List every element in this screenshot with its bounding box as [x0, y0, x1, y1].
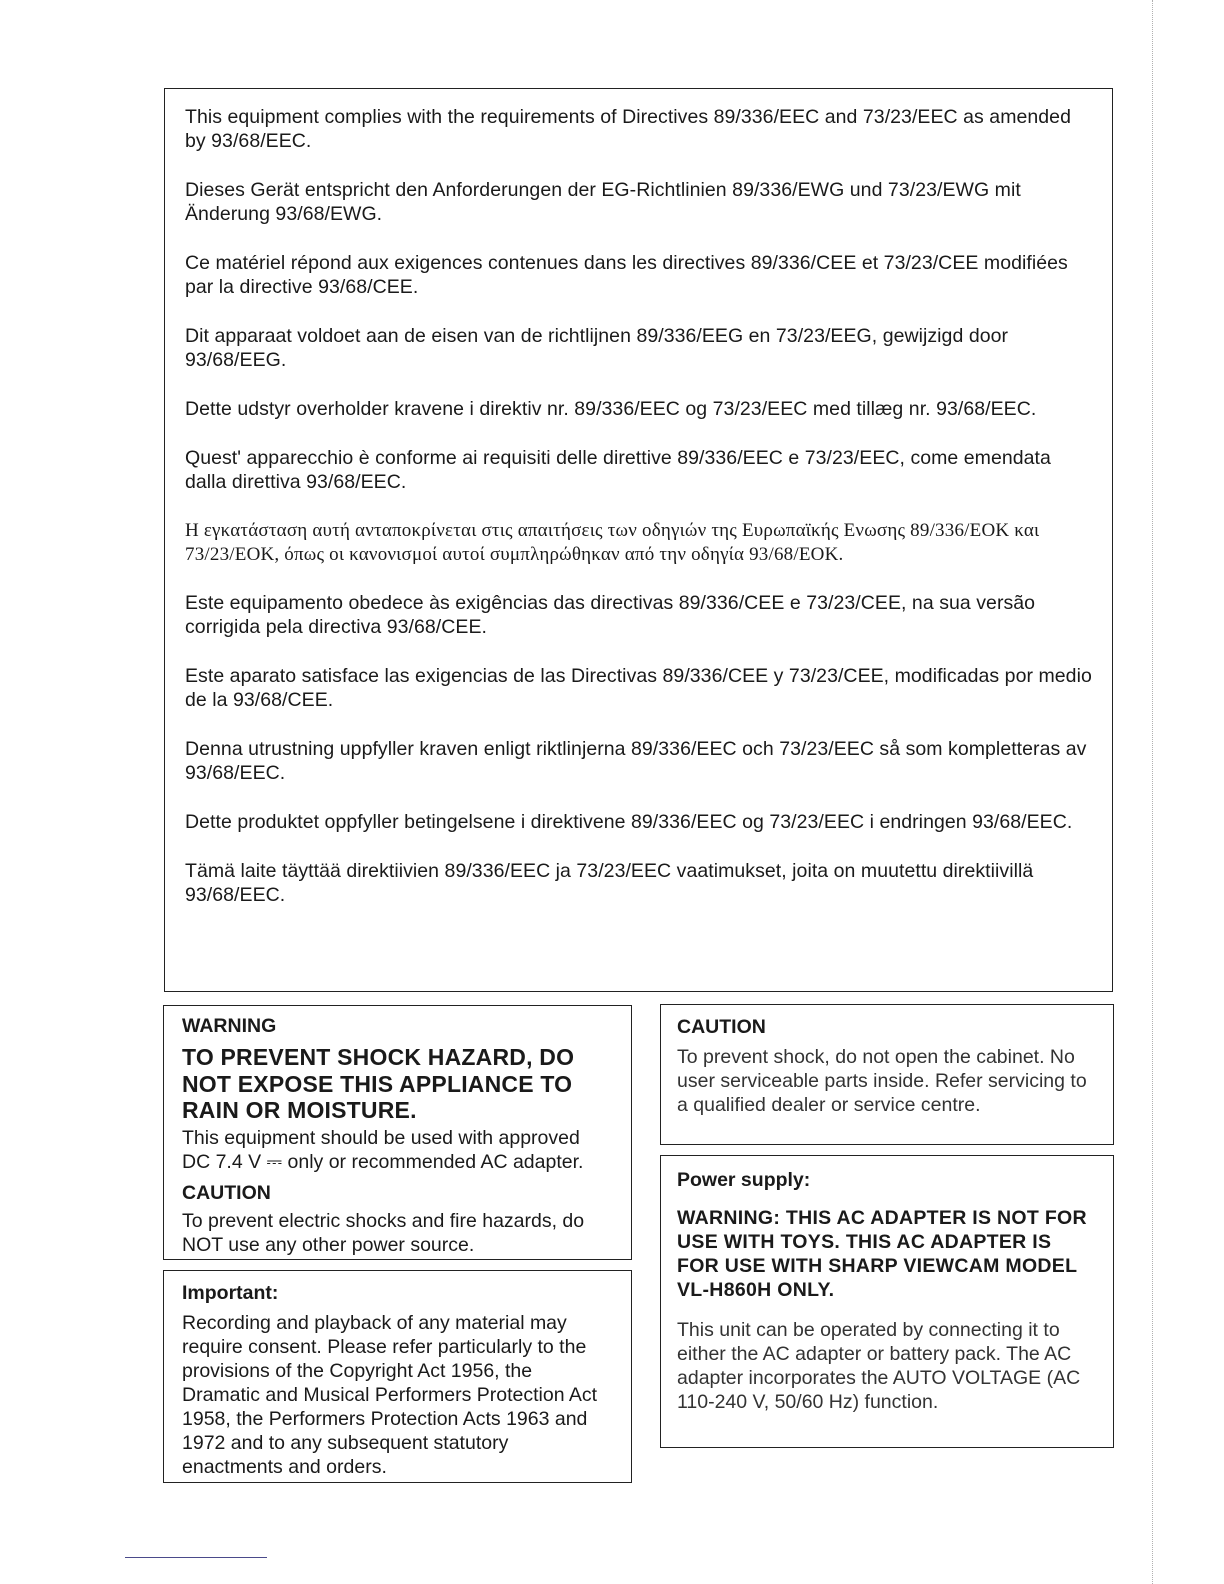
directive-danish: Dette udstyr overholder kravene i direktiv nr. 89/336/EEC og 73/23/EEC med tillæg nr. 93/68/EEC. [185, 398, 1037, 420]
directive-english: This equipment complies with the requirements of Directives 89/336/EEC and 73/23/EEC as amended by 93/68/EEC. [185, 106, 1071, 152]
directive-french: Ce matériel répond aux exigences contenues dans les directives 89/336/CEE et 73/23/CEE modifiées par la directive 93/68/CEE. [185, 252, 1068, 298]
warning-body: This equipment should be used with approved DC 7.4 V ⎓ only or recommended AC adapter. [182, 1126, 584, 1173]
caution-body: To prevent shock, do not open the cabinet. No user serviceable parts inside. Refer servicing to a qualified dealer or service centre. [677, 1046, 1087, 1116]
warning-headline: TO PREVENT SHOCK HAZARD, DO NOT EXPOSE THIS APPLIANCE TO RAIN OR MOISTURE. [182, 1044, 575, 1123]
directive-norwegian: Dette produktet oppfyller betingelsene i direktivene 89/336/EEC og 73/23/EEC i endringen 93/68/EEC. [185, 811, 1073, 833]
power-supply-label: Power supply: [677, 1169, 811, 1191]
important-box [163, 1270, 632, 1483]
directive-italian: Quest' apparecchio è conforme ai requisiti delle direttive 89/336/EEC e 73/23/EEC, come emendata dalla direttiva 93/68/EEC. [185, 447, 1051, 493]
directive-dutch: Dit apparaat voldoet aan de eisen van de richtlijnen 89/336/EEG en 73/23/EEG, gewijzigd door 93/68/EEG. [185, 325, 1009, 371]
directive-portuguese: Este equipamento obedece às exigências das directivas 89/336/CEE e 73/23/CEE, na sua versão corrigida pela directiva 93/68/CEE. [185, 592, 1036, 638]
important-label: Important: [182, 1282, 279, 1304]
warning-caution-label: CAUTION [182, 1181, 271, 1204]
power-supply-body: This unit can be operated by connecting it to either the AC adapter or battery pack. The AC adapter incorporates the AUTO VOLTAGE (AC 110-240 V, 50/60 Hz) function. [677, 1319, 1081, 1413]
caution-label: CAUTION [677, 1016, 766, 1038]
power-supply-warning: WARNING: THIS AC ADAPTER IS NOT FOR USE WITH TOYS. THIS AC ADAPTER IS FOR USE WITH SHARP VIEWCAM MODEL VL-H860H ONLY. [677, 1207, 1087, 1301]
important-body: Recording and playback of any material may require consent. Please refer particularly to the provisions of the Copyright Act 1956, the Dramatic and Musical Performers Protection Act 1958, the Performers Protection Acts 1963 and 1972 and to any subsequent statutory enactments and orders. [182, 1312, 598, 1478]
caution-box [660, 1004, 1114, 1145]
power-supply-box [660, 1155, 1114, 1448]
directive-german: Dieses Gerät entspricht den Anforderungen der EG-Richtlinien 89/336/EWG und 73/23/EWG mit Änderung 93/68/EWG. [185, 179, 1021, 225]
directive-swedish: Denna utrustning uppfyller kraven enligt riktlinjerna 89/336/EEC och 73/23/EEC så som kompletteras av 93/68/EEC. [185, 738, 1087, 784]
directives-compliance-box [164, 88, 1113, 992]
directive-spanish: Este aparato satisface las exigencias de las Directivas 89/336/CEE y 73/23/CEE, modificadas por medio de la 93/68/CEE. [185, 665, 1092, 711]
warning-caution-body: To prevent electric shocks and fire hazards, do NOT use any other power source. [182, 1209, 585, 1256]
warning-box [163, 1005, 632, 1260]
warning-label: WARNING [182, 1015, 277, 1037]
page-edge-dotted-line [1152, 0, 1153, 1584]
directive-finnish: Tämä laite täyttää direktiivien 89/336/EEC ja 73/23/EEC vaatimukset, joita on muutettu direktiivillä 93/68/EEC. [185, 860, 1034, 906]
bottom-rule-divider [125, 1557, 267, 1558]
directive-greek: Η εγκατάσταση αυτή ανταποκρίνεται στις απαιτήσεις των οδηγιών της Ευρωπαϊκής Ενωσης 89/336/ΕΟΚ και 73/23/ΕΟΚ, όπως οι κανονισμοί αυτοί συμπληρώθηκαν από την οδηγία 93/68/ΕΟΚ. [185, 520, 1040, 565]
